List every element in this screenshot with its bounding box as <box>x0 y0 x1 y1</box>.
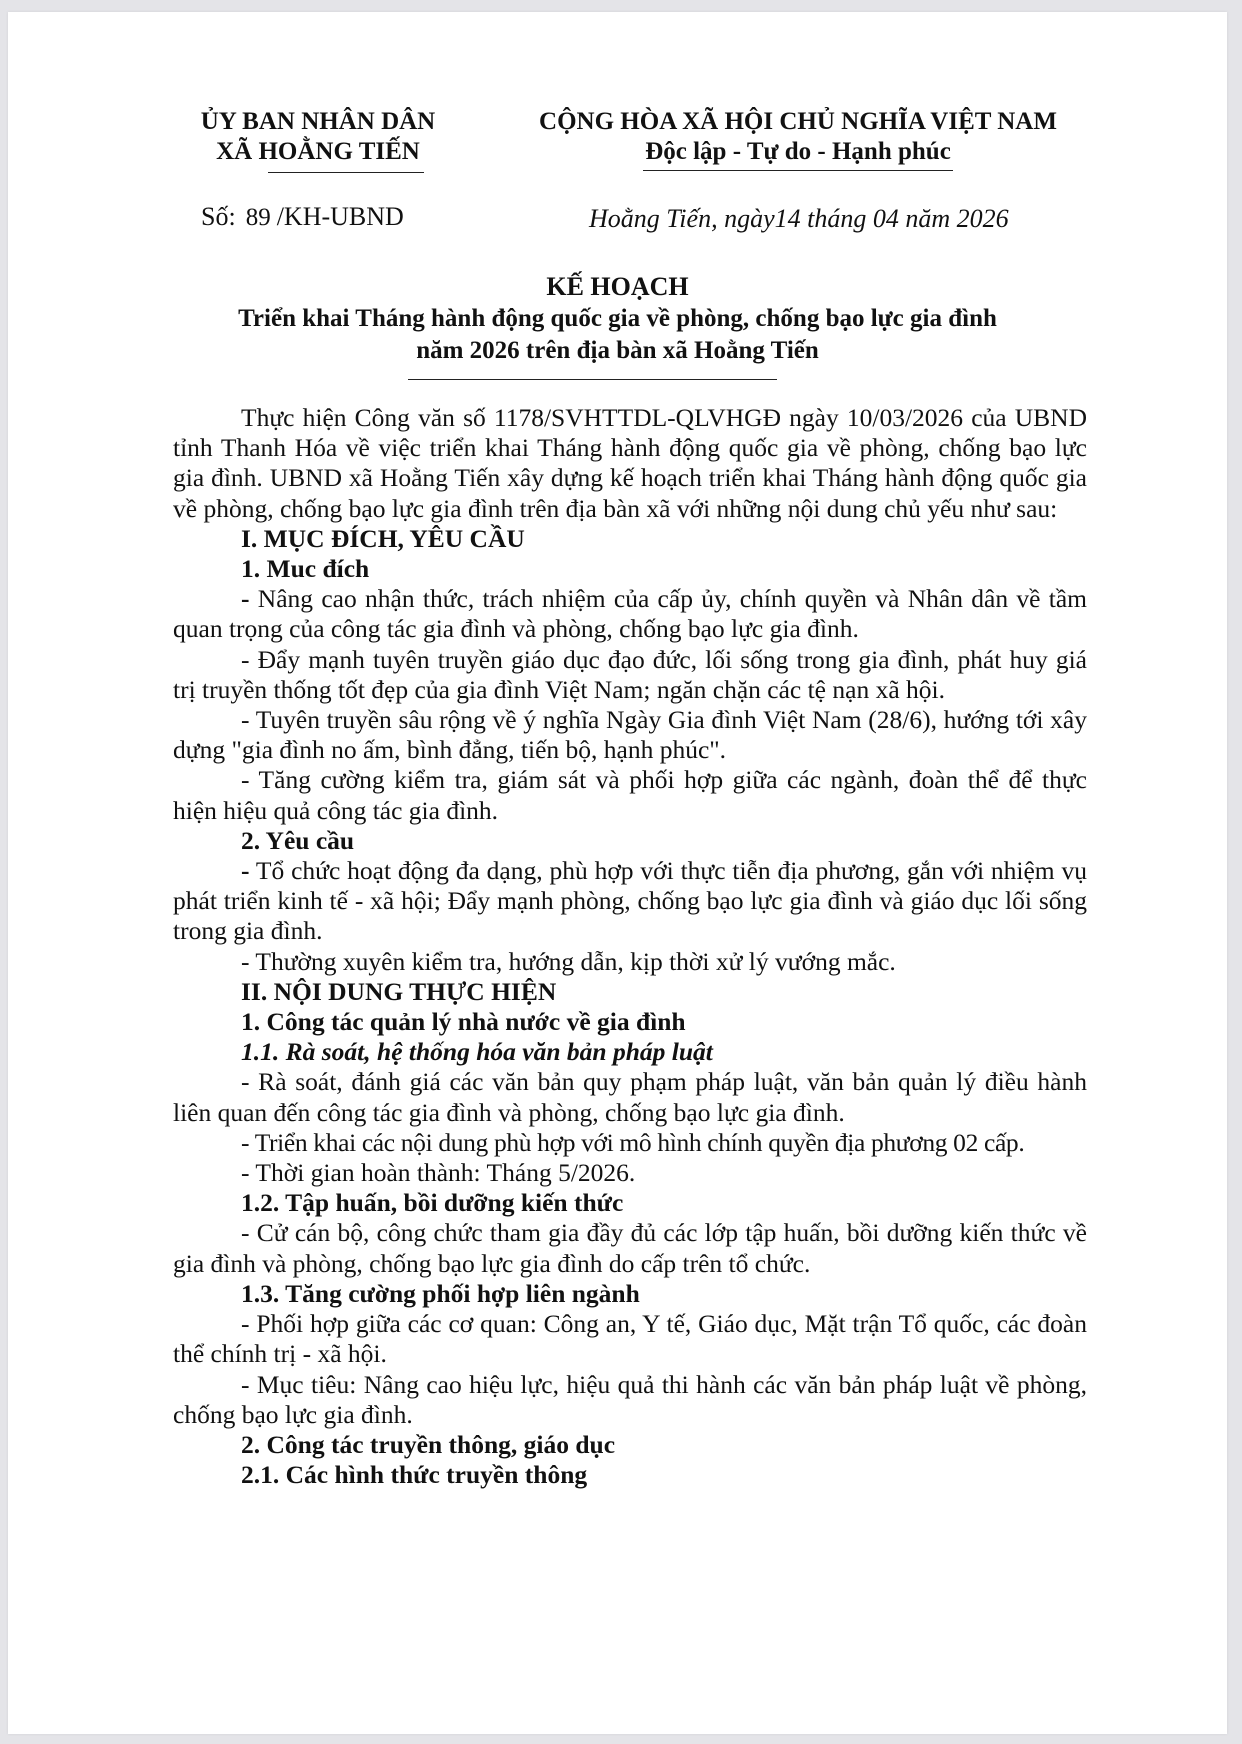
requirement-item: - Tổ chức hoạt động đa dạng, phù hợp với thực tiễn địa phương, gắn với nhiệm vụ phát triển kinh tế - xã hội; Đẩy mạnh phòng, chống bạo lực gia đình và giáo dục lối sống trong gia đình. <box>173 856 1087 946</box>
org-name: HOẰNG TIẾN <box>258 138 420 165</box>
purpose-item: - Nâng cao nhận thức, trách nhiệm của cấp ủy, chính quyền và Nhân dân về tầm quan trọng của công tác gia đình và phòng, chống bạo lực gia đình. <box>173 584 1087 644</box>
doc-number-value: 89 <box>245 204 271 231</box>
coordination-item: - Mục tiêu: Nâng cao hiệu lực, hiệu quả thi hành các văn bản pháp luật về phòng, chống bạo lực gia đình. <box>173 1369 1087 1429</box>
doc-number-suffix: /KH-UBND <box>276 202 404 231</box>
section-2-1-heading: 1. Công tác quản lý nhà nước về gia đình <box>241 1007 686 1037</box>
org-line-1: ỦY BAN NHÂN DÂN <box>200 108 436 135</box>
issuing-organization <box>173 107 463 167</box>
section-2-1-1-heading: 1.1. Rà soát, hệ thống hóa văn bản pháp luật <box>241 1037 713 1067</box>
review-item: - Triển khai các nội dung phù hợp với mô hình chính quyền địa phương 02 cấp. <box>241 1127 1025 1157</box>
document-number <box>201 202 404 232</box>
training-item: - Cử cán bộ, công chức tham gia đầy đủ các lớp tập huấn, bồi dưỡng kiến thức về gia đình và phòng, chống bạo lực gia đình do cấp trên tổ chức. <box>173 1218 1087 1278</box>
purpose-item: - Đẩy mạnh tuyên truyền giáo dục đạo đức, lối sống trong gia đình, phát huy giá trị truyền thống tốt đẹp của gia đình Việt Nam; ngăn chặn các tệ nạn xã hội. <box>173 644 1087 704</box>
review-item: - Thời gian hoàn thành: Tháng 5/2026. <box>241 1158 636 1188</box>
requirement-item: - Thường xuyên kiểm tra, hướng dẫn, kịp thời xử lý vướng mắc. <box>241 946 896 976</box>
section-2-2-heading: 2. Công tác truyền thông, giáo dục <box>241 1429 616 1459</box>
motto: Độc lập - Tự do - Hạnh phúc <box>645 138 951 165</box>
document-date: Hoằng Tiến, ngày14 tháng 04 năm 2026 <box>589 204 1009 233</box>
title-underline <box>408 379 777 380</box>
motto-line <box>513 137 1083 167</box>
org-line-2 <box>173 137 463 167</box>
section-1-2-heading: 2. Yêu cầu <box>241 825 355 855</box>
intro-paragraph: Thực hiện Công văn số 1178/SVHTTDL-QLVHGĐ ngày 10/03/2026 của UBND tỉnh Thanh Hóa về việc triển khai Tháng hành động quốc gia về phòng, chống bạo lực gia đình. UBND xã Hoằng Tiến xây dựng kế hoạch triển khai Tháng hành động quốc gia về phòng, chống bạo lực gia đình trên địa bàn xã với những nội dung chủ yếu như sau: <box>173 403 1087 523</box>
purpose-item: - Tuyên truyền sâu rộng về ý nghĩa Ngày Gia đình Việt Nam (28/6), hướng tới xây dựng "gia đình no ấm, bình đẳng, tiến bộ, hạnh phúc". <box>173 705 1087 765</box>
section-2-1-2-heading: 1.2. Tập huấn, bồi dưỡng kiến thức <box>241 1188 624 1218</box>
section-2-1-3-heading: 1.3. Tăng cường phối hợp liên ngành <box>241 1278 640 1308</box>
doc-number-label: Số: <box>201 202 236 231</box>
coordination-item: - Phối hợp giữa các cơ quan: Công an, Y tế, Giáo dục, Mặt trận Tổ quốc, các đoàn thể chính trị - xã hội. <box>173 1309 1087 1369</box>
section-1-heading: I. MỤC ĐÍCH, YÊU CẦU <box>241 523 525 553</box>
document-subtitle-line-2: năm 2026 trên địa bàn xã Hoằng Tiến <box>416 337 819 364</box>
national-header <box>513 107 1083 167</box>
section-2-2-1-heading: 2.1. Các hình thức truyền thông <box>241 1460 588 1490</box>
document-type-title: KẾ HOẠCH <box>546 272 689 301</box>
document-body <box>173 403 1087 1490</box>
document-page <box>8 12 1227 1734</box>
purpose-item: - Tăng cường kiểm tra, giám sát và phối hợp giữa các ngành, đoàn thể để thực hiện hiệu quả công tác gia đình. <box>173 765 1087 825</box>
document-subtitle-line-1: Triển khai Tháng hành động quốc gia về phòng, chống bạo lực gia đình <box>238 305 997 332</box>
section-2-heading: II. NỘI DUNG THỰC HIỆN <box>241 976 557 1006</box>
section-1-1-heading: 1. Muc đích <box>241 554 370 584</box>
nation-name: CỘNG HÒA XÃ HỘI CHỦ NGHĨA VIỆT NAM <box>539 108 1057 135</box>
review-item: - Rà soát, đánh giá các văn bản quy phạm pháp luật, văn bản quản lý điều hành liên quan đến công tác gia đình và phòng, chống bạo lực gia đình. <box>173 1067 1087 1127</box>
org-prefix: XÃ <box>216 138 259 165</box>
